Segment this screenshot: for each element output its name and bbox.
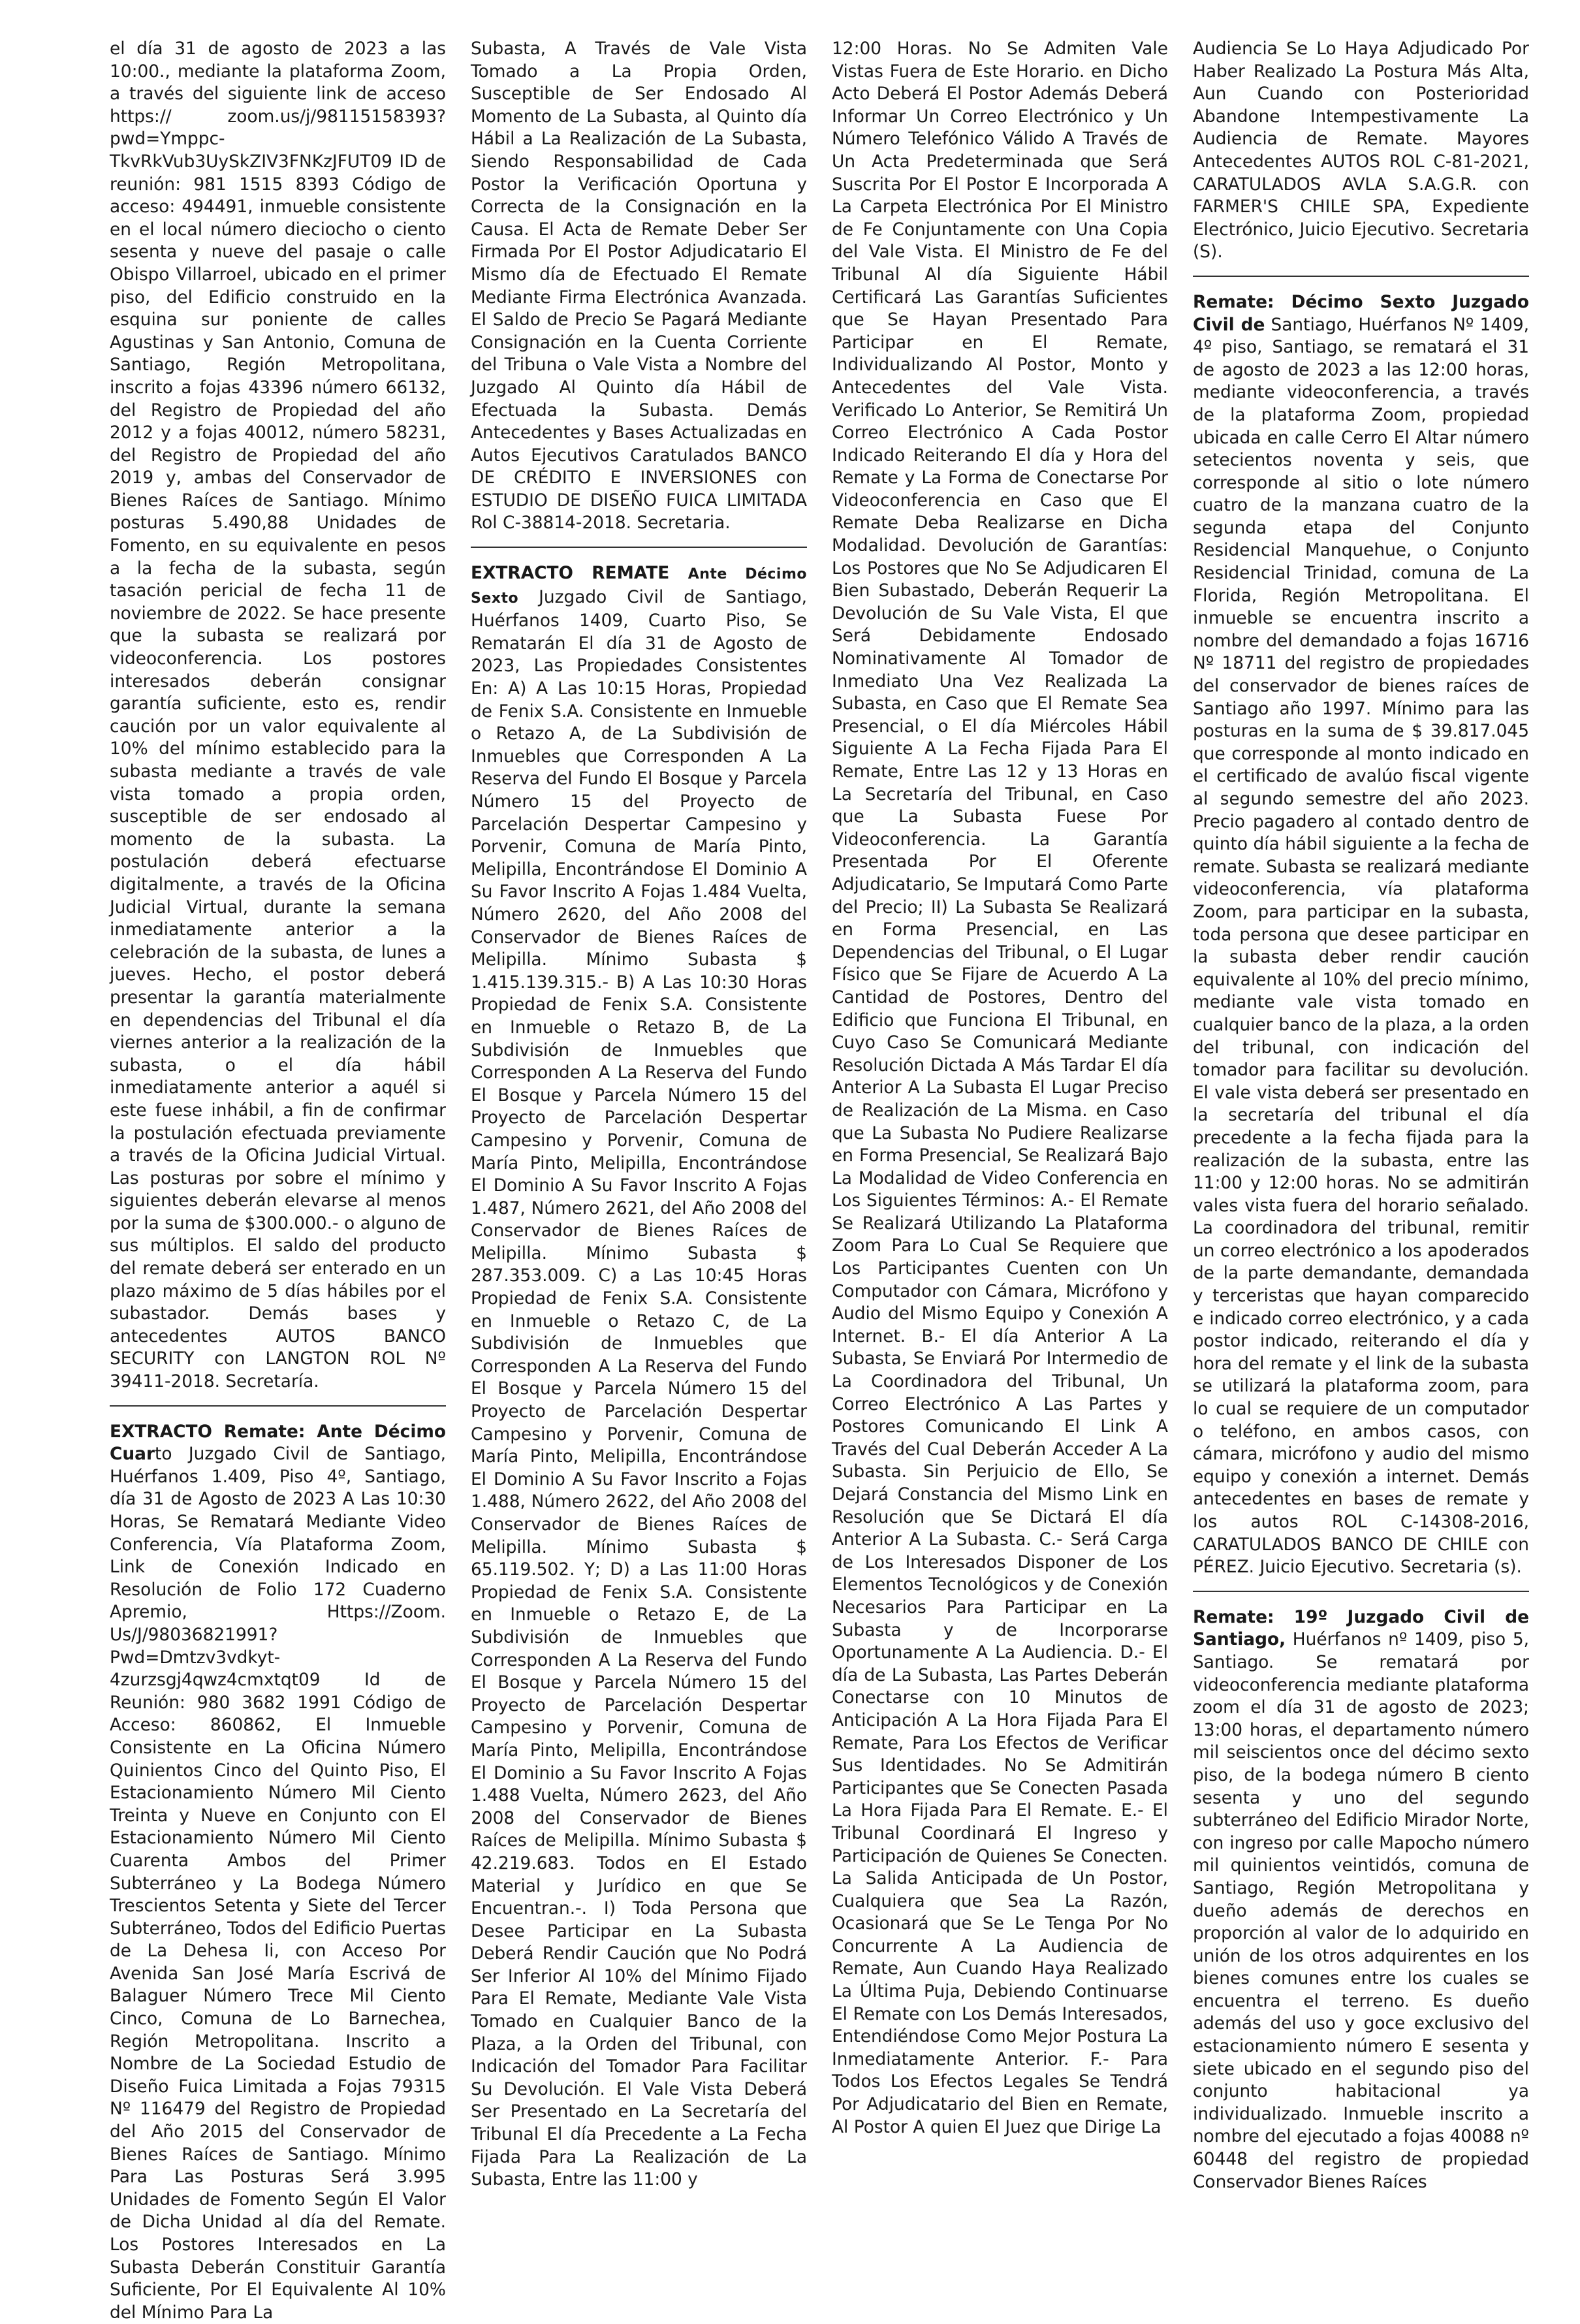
notice-body: Juzgado Civil de Santiago, Huérfanos 1409, Cuarto Piso, Se Rematarán El día 31 de Agosto de 2023, Las Propiedades Consistentes En: A) A Las 10:15 Horas, Propiedad de Fenix S.A. Consistente en Inmueble o Retazo A, de La Subdivisión de Inmuebles que Corresponden A La Reserva del Fundo El Bosque y Parcela Número 15 del Proyecto de Parcelación Despertar Campesino y Porvenir, Comuna de María Pinto, Melipilla, Encontrándose El Dominio A Su Favor Inscrito A Fojas 1.484 Vuelta, Número 2620, del Año 2008 del Conservador de Bienes Raíces de Melipilla. Mínimo Subasta $ 1.415.139.315.- B) A Las 10:30 Horas Propiedad de Fenix S.A. Consistente en Inmueble o Retazo B, de La Subdivisión de Inmuebles que Corresponden A La Reserva del Fundo El Bosque y Parcela Número 15 del Proyecto de Parcelación Despertar Campesino y Porvenir, Comuna de María Pinto, Melipilla, Encontrándose El Dominio A Su Favor Inscrito A Fojas 1.487, Número 2621, del Año 2008 del Conservador de Bienes Raíces de Melipilla. Mínimo Subasta $ 287.353.009. C) a Las 10:45 Horas Propiedad de Fenix S.A. Consistente en Inmueble o Retazo C, de La Subdivisión de Inmuebles que Corresponden A La Reserva del Fundo El Bosque y Parcela Número 15 del Proyecto de Parcelación Despertar Campesino y Porvenir, Comuna de María Pinto, Melipilla, Encontrándose El Dominio A Su Favor Inscrito a Fojas 1.488, Número 2622, del Año 2008 del Conservador de Bienes Raíces de Melipilla. Mínimo Subasta $ 65.119.502. Y; D) a Las 11:00 Horas Propiedad de Fenix S.A. Consistente en Inmueble o Retazo E, de La Subdivisión de Inmuebles que Corresponden A La Reserva del Fundo El Bosque y Parcela Número 15 del Proyecto de Parcelación Despertar Campesino y Porvenir, Comuna de María Pinto, Melipilla, Encontrándose El Dominio a Su Favor Inscrito A Fojas 1.488 Vuelta, Número 2623, del Año 2008 del Conservador de Bienes Raíces de Melipilla. Mínimo Subasta $ 42.219.683. Todos en El Estado Material y Jurídico en que Se Encuentran.-. I) Toda Persona que Desee Participar en La Subasta Deberá Rendir Caución que No Podrá Ser Inferior Al 10% del Mínimo Fijado Para El Remate, Mediante Vale Vista Tomado en Cualquier Banco de la Plaza, a la Orden del Tribunal, con Indicación del Tomador Para Facilitar Su Devolución. El Vale Vista Deberá Ser Presentado en La Secretaría del Tribunal El día Precedente a La Fecha Fijada Para La Realización de La Subasta, Entre las 11:00 y bbox=[471, 586, 808, 2190]
notice-extracto-remate-cuarto bbox=[110, 1421, 446, 2324]
notice-continuation bbox=[832, 38, 1168, 2139]
notice-body: Huérfanos nº 1409, piso 5, Santiago. Se rematará por videoconferencia mediante plataforma zoom el día 31 de agosto de 2023; 13:00 horas, el departamento número mil seiscientos once del décimo sexto piso, de la bodega número B ciento sesenta y uno del segundo subterráneo del Edificio Mirador Norte, con ingreso por calle Mapocho número mil quinientos veintidós, comuna de Santiago, Región Metropolitana y dueño además de derechos en proporción al valor de lo adquirido en unión de los otros adquirentes en los bienes comunes entre los cuales se encuentra el terreno. Es dueño además del uso y goce exclusivo del estacionamiento número E sesenta y siete ubicado en el segundo piso del conjunto habitacional ya individualizado. Inmueble inscrito a nombre del ejecutado a fojas 40088 nº 60448 del registro de propiedad Conservador Bienes Raíces bbox=[1193, 1629, 1529, 2192]
notice-body: Santiago, Huérfanos Nº 1409, 4º piso, Santiago, se rematará el 31 de agosto de 2023 a las 12:00 horas, mediante videoconferencia, a través de la plataforma Zoom, propiedad ubicada en calle Cerro El Altar número setecientos noventa y seis, que corresponde al sitio o lote número cuatro de la manzana cuatro de la segunda etapa del Conjunto Residencial Manquehue, o Conjunto Residencial Trinidad, comuna de La Florida, Región Metropolitana. El inmueble se encuentra inscrito a nombre del demandado a fojas 16716 Nº 18711 del registro de propiedades del conservador de bienes raíces de Santiago año 1997. Mínimo para las posturas en la suma de $ 39.817.045 que corresponde al monto indicado en el certificado de avalúo fiscal vigente al segundo semestre del año 2023. Precio pagadero al contado dentro de quinto día hábil siguiente a la fecha de remate. Subasta se realizará mediante videoconferencia, vía plataforma Zoom, para participar en la subasta, toda persona que desee participar en la subasta deber rendir caución equivalente al 10% del precio mínimo, mediante vale vista tomado en cualquier banco de la plaza, a la orden del tribunal, con indicación del tomador para facilitar su devolución. El vale vista deberá ser presentado en la secretaría del tribunal el día precedente a la fecha fijada para la realización de la subasta, entre las 11:00 y 12:00 horas. No se admitirán vales vista fuera del horario señalado. La coordinadora del tribunal, remitir un correo electrónico a los apoderados de la parte demandante, demandada y terceristas que hayan comparecido e indicado correo electrónico, y a cada postor indicado, reiterando el día y hora del remate y el link de la subasta se utilizará la plataforma zoom, para lo cual se requiere de un computador o teléfono, en ambos casos, con cámara, micrófono y audio del mismo equipo y conexión a internet. Demás antecedentes en bases de remate y los autos ROL C-14308-2016, CARATULADOS BANCO DE CHILE con PÉREZ. Juicio Ejecutivo. Secretaria (s). bbox=[1193, 314, 1529, 1578]
column-4 bbox=[1193, 38, 1529, 2192]
notice-heading-main: EXTRACTO REMATE bbox=[471, 563, 670, 584]
notice-remate-19-juzgado bbox=[1193, 1606, 1529, 2193]
notice-continuation bbox=[110, 38, 446, 1393]
notice-body: 12:00 Horas. No Se Admiten Vale Vistas Fuera de Este Horario. en Dicho Acto Deberá El Postor Además Deberá Informar Un Correo Electrónico y Un Número Telefónico Válido A Través de Un Acta Predeterminada que Será Suscrita Por El Postor E Incorporada A La Carpeta Electrónica Por El Ministro de Fe Conjuntamente con Una Copia del Vale Vista. El Ministro de Fe del Tribunal Al día Siguiente Hábil Certificará Las Garantías Suficientes que Se Hayan Presentado Para Participar en El Remate, Individualizando Al Postor, Monto y Antecedentes del Vale Vista. Verificado Lo Anterior, Se Remitirá Un Correo Electrónico A Cada Postor Indicado Reiterando El día y Hora del Remate y La Forma de Conectarse Por Videoconferencia en Caso que El Remate Deba Realizarse en Dicha Modalidad. Devolución de Garantías: Los Postores que No Se Adjudicaren El Bien Subastado, Deberán Requerir La Devolución de Su Vale Vista, El que Será Debidamente Endosado Nominativamente Al Tomador de Inmediato Una Vez Realizada La Subasta, en Caso que El Remate Sea Presencial, o El día Miércoles Hábil Siguiente A La Fecha Fijada Para El Remate, Entre Las 12 y 13 Horas en La Secretaría del Tribunal, en Caso que La Subasta Fuese Por Videoconferencia. La Garantía Presentada Por El Oferente Adjudicatario, Se Imputará Como Parte del Precio; II) La Subasta Se Realizará en Forma Presencial, en Las Dependencias del Tribunal, o El Lugar Físico que Se Fijare de Acuerdo A La Cantidad de Postores, Dentro del Edificio que Funciona El Tribunal, en Cuyo Caso Se Comunicará Mediante Resolución Dictada A Más Tardar El día Anterior A La Subasta El Lugar Preciso de Realización de La Misma. en Caso que La Subasta No Pudiere Realizarse en Forma Presencial, Se Realizará Bajo La Modalidad de Video Conferencia en Los Siguientes Términos: A.- El Remate Se Realizará Utilizando La Plataforma Zoom Para Lo Cual Se Requiere que Los Participantes Cuenten con Un Computador con Cámara, Micrófono y Audio del Mismo Equipo y Conexión A Internet. B.- El día Anterior A La Subasta, Se Enviará Por Intermedio de La Coordinadora del Tribunal, Un Correo Electrónico A Las Partes y Postores Comunicando El Link A Través del Cual Deberán Acceder A La Subasta. Sin Perjuicio de Ello, Se Dejará Constancia del Mismo Link en Resolución que Se Dictará El día Anterior A La Subasta. C.- Será Carga de Los Interesados Disponer de Los Elementos Tecnológicos y de Conexión Necesarios Para Participar en La Subasta y de Incorporarse Oportunamente A La Audiencia. D.- El día de La Subasta, Las Partes Deberán Conectarse con 10 Minutos de Anticipación A La Hora Fijada Para El Remate, Para Los Efectos de Verificar Sus Identidades. No Se Admitirán Participantes que Se Conecten Pasada La Hora Fijada Para El Remate. E.- El Tribunal Coordinará El Ingreso y Participación de Quienes Se Conecten. La Salida Anticipada de Un Postor, Cualquiera que Sea La Razón, Ocasionará que Se Le Tenga Por No Concurrente A La Audiencia de Remate, Aun Cuando Haya Realizado La Última Puja, Debiendo Continuarse El Remate con Los Demás Interesados, Entendiéndose Como Mejor Postura La Inmediatamente Anterior. F.- Para Todos Los Efectos Legales Se Tendrá Por Adjudicatario del Bien en Remate, Al Postor A quien El Juez que Dirige La bbox=[832, 39, 1168, 2137]
notice-extracto-remate-decimo-sexto bbox=[471, 562, 807, 2191]
notice-heading: Remate: Décimo Sexto Juzgado Civil de bbox=[1193, 291, 1529, 335]
notice-heading: Remate: 19º Juzgado Civil de Santiago, bbox=[1193, 1606, 1529, 1650]
notice-continuation bbox=[1193, 38, 1529, 264]
notice-continuation bbox=[471, 38, 807, 535]
notice-divider bbox=[1193, 276, 1529, 277]
newspaper-page bbox=[110, 38, 1533, 2323]
column-1 bbox=[110, 38, 446, 2323]
notice-body: to Juzgado Civil de Santiago, Huérfanos 1.409, Piso 4º, Santiago, día 31 de Agosto de 2023 A Las 10:30 Horas, Se Rematará Mediante Video Conferencia, Vía Plataforma Zoom, Link de Conexión Indicado en Resolución de Folio 172 Cuaderno Apremio, Https://Zoom. Us/J/98036821991?Pwd=Dmtzv3vdkyt-4zurzsgj4qwz4cmxtqt09 Id de Reunión: 980 3682 1991 Código de Acceso: 860862, El Inmueble Consistente en La Oficina Número Quinientos Cinco del Quinto Piso, El Estacionamiento Número Mil Ciento Treinta y Nueve en Conjunto con El Estacionamiento Número Mil Ciento Cuarenta Ambos del Primer Subterráneo y La Bodega Número Trescientos Setenta y Siete del Tercer Subterráneo, Todos del Edificio Puertas de La Dehesa Ii, con Acceso Por Avenida San José María Escrivá de Balaguer Número Trece Mil Ciento Cinco, Comuna de Lo Barnechea, Región Metropolitana. Inscrito a Nombre de La Sociedad Estudio de Diseño Fuica Limitada a Fojas 79315 Nº 116479 del Registro de Propiedad del Año 2015 del Conservador de Bienes Raíces de Santiago. Mínimo Para Las Posturas Será 3.995 Unidades de Fomento Según El Valor de Dicha Unidad al día del Remate. Los Postores Interesados en La Subasta Deberán Constituir Garantía Suficiente, Por El Equivalente Al 10% del Mínimo Para La bbox=[110, 1444, 446, 2323]
notice-divider bbox=[1193, 1591, 1529, 1592]
notice-body: Audiencia Se Lo Haya Adjudicado Por Haber Realizado La Postura Más Alta, Aun Cuando con Posterioridad Abandone Intempestivamente La Audiencia de Remate. Mayores Antecedentes AUTOS ROL C-81-2021, CARATULADOS AVLA S.A.G.R. con FARMER'S CHILE SPA, Expediente Electrónico, Juicio Ejecutivo. Secretaria (S). bbox=[1193, 39, 1529, 263]
notice-divider bbox=[110, 1405, 446, 1407]
notice-divider bbox=[471, 547, 807, 548]
notice-heading: EXTRACTO Remate: Ante Décimo Cuar bbox=[110, 1421, 446, 1465]
column-3 bbox=[832, 38, 1168, 2137]
notice-body: Subasta, A Través de Vale Vista Tomado a La Propia Orden, Susceptible de Ser Endosado Al Momento de La Subasta, al Quinto día Hábil a La Realización de La Subasta, Siendo Responsabilidad de Cada Postor la Verificación Oportuna y Correcta de la Consignación en la Causa. El Acta de Remate Deber Ser Firmada Por El Postor Adjudicatario El Mismo día de Efectuado El Remate Mediante Firma Electrónica Avanzada. El Saldo de Precio Se Pagará Mediante Consignación en la Cuenta Corriente del Tribuna o Vale Vista a Nombre del Juzgado Al Quinto día Hábil de Efectuada la Subasta. Demás Antecedentes y Bases Actualizadas en Autos Ejecutivos Caratulados BANCO DE CRÉDITO E INVERSIONES con ESTUDIO DE DISEÑO FUICA LIMITADA Rol C-38814-2018. Secretaria. bbox=[471, 39, 807, 533]
notice-heading-smallcaps: Ante Décimo Sexto bbox=[471, 566, 807, 607]
notice-body: el día 31 de agosto de 2023 a las 10:00., mediante la plataforma Zoom, a través del siguiente link de acceso https:// zoom.us/j/98115158393?pwd=Ymppc-TkvRkVub3UySkZIV3FNKzJFUT09 ID de reunión: 981 1515 8393 Código de acceso: 494491, inmueble consistente en el local número dieciocho o ciento sesenta y nueve del pasaje o calle Obispo Villarroel, ubicado en el primer piso, del Edificio construido en la esquina sur poniente de calles Agustinas y San Antonio, Comuna de Santiago, Región Metropolitana, inscrito a fojas 43396 número 66132, del Registro de Propiedad del año 2012 y a fojas 40012, número 58231, del Registro de Propiedad del año 2019 y, ambas del Conservador de Bienes Raíces de Santiago. Mínimo posturas 5.490,88 Unidades de Fomento, en su equivalente en pesos a la fecha de la subasta, según tasación pericial de fecha 11 de noviembre de 2022. Se hace presente que la subasta se realizará por videoconferencia. Los postores interesados deberán consignar garantía suficiente, esto es, rendir caución por un valor equivalente al 10% del mínimo establecido para la subasta mediante a través de vale vista tomado a propia orden, susceptible de ser endosado al momento de la subasta. La postulación deberá efectuarse digitalmente, a través de la Oficina Judicial Virtual, durante la semana inmediatamente anterior a la celebración de la subasta, de lunes a jueves. Hecho, el postor deberá presentar la garantía materialmente en dependencias del Tribunal el día viernes anterior a la realización de la subasta, o el día hábil inmediatamente anterior a aquél si este fuese inhábil, a fin de confirmar la postulación efectuada previamente a través de la Oficina Judicial Virtual. Las posturas por sobre el mínimo y siguientes deberán elevarse al menos por la suma de $300.000.- o alguno de sus múltiplos. El saldo del producto del remate deberá ser enterado en un plazo máximo de 5 días hábiles por el subastador. Demás bases y antecedentes AUTOS BANCO SECURITY con LANGTON ROL Nº 39411-2018. Secretaría. bbox=[110, 39, 446, 1392]
notice-remate-decimo-sexto-juzgado bbox=[1193, 291, 1529, 1579]
column-2 bbox=[471, 38, 808, 2190]
